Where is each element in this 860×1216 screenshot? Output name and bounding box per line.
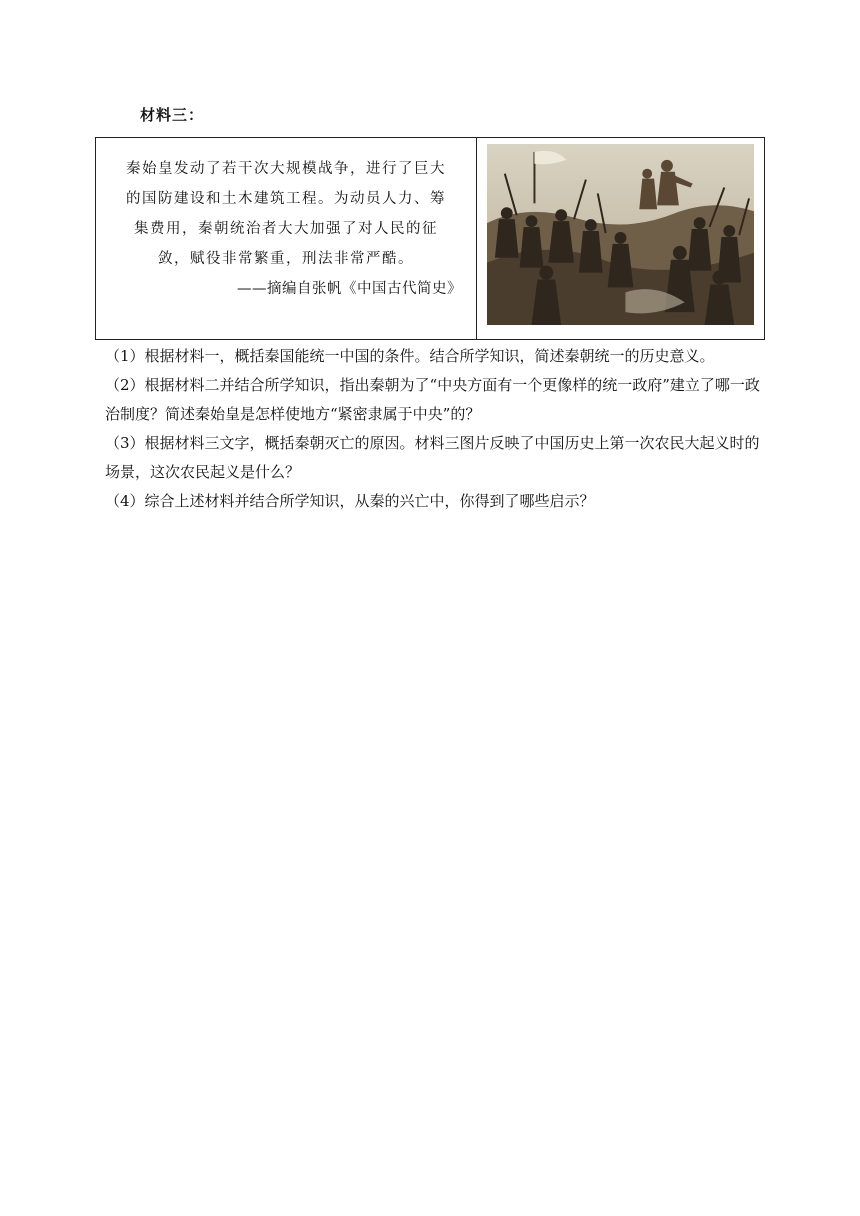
quote-line: 的国防建设和土木建筑工程。为动员人力、筹 [126, 191, 446, 207]
material-heading: 材料三： [140, 106, 205, 124]
material-image-cell [477, 138, 764, 339]
question-list [105, 342, 765, 516]
question-item: （4）综合上述材料并结合所学知识，从秦的兴亡中，你得到了哪些启示？ [105, 492, 595, 510]
peasant-uprising-painting [487, 144, 754, 325]
quote-line: 集费用，秦朝统治者大大加强了对人民的征 [134, 221, 438, 237]
material-table [95, 137, 765, 340]
question-item: （2）根据材料二并结合所学知识，指出秦朝为了“中央方面有一个更像样的统一政府”建立了哪一政治制度？简述秦始皇是怎样使地方“紧密隶属于中央”的？ [105, 376, 760, 423]
quote-line: 敛，赋役非常繁重，刑法非常严酷。 [158, 251, 414, 267]
question-item: （1）根据材料一，概括秦国能统一中国的条件。结合所学知识，简述秦朝统一的历史意义。 [105, 347, 715, 365]
question-item: （3）根据材料三文字，概括秦朝灭亡的原因。材料三图片反映了中国历史上第一次农民大起义时的场景，这次农民起义是什么？ [105, 434, 760, 481]
quote-source: ——摘编自张帆《中国古代简史》 [237, 281, 462, 297]
material-text-cell [96, 138, 477, 339]
quote-line: 秦始皇发动了若干次大规模战争，进行了巨大 [126, 161, 446, 177]
